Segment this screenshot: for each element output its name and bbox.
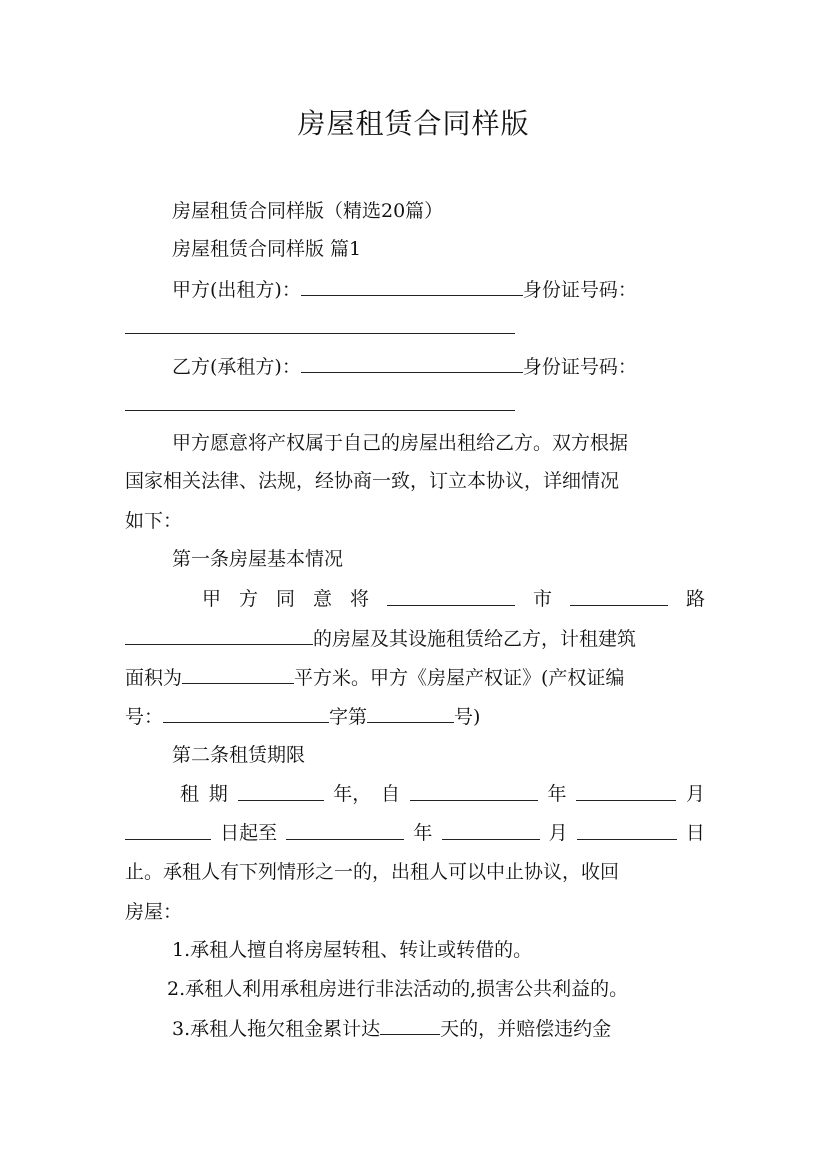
item-1: 1.承租人擅自将房屋转租、转让或转借的。 [172,939,533,961]
start-year-blank [410,778,538,801]
article-1-text: 平方米。甲方《房屋产权证》(产权证编 [294,667,625,689]
cert-number-blank [367,700,454,723]
article-2-char: 期 [208,783,228,805]
address-blank [125,622,313,645]
city-blank [387,583,515,606]
party-a-name-blank [301,273,523,296]
item-3-text: 天的，并赔偿违约金 [440,1018,612,1040]
article-2-text: 月 [548,822,568,844]
item-2: 2.承租人利用承租房进行非法活动的,损害公共利益的。 [167,978,629,1000]
intro-line-2: 国家相关法律、法规，经协商一致，订立本协议，详细情况 [125,470,620,492]
article-2-char: 年 [547,783,567,805]
start-month-blank [576,778,676,801]
article-2-text: 年 [413,822,433,844]
article-1-line-3 [125,661,705,694]
party-a-line [172,273,705,306]
party-b-line [172,350,705,383]
party-b-name-blank [301,350,523,373]
article-1-line-1 [202,583,705,615]
article-2-char: 年， [333,783,372,805]
start-day-blank [125,817,211,840]
article-2-text: 日起至 [220,822,278,844]
article-2-heading: 第二条租赁期限 [172,744,306,766]
road-label: 路 [685,588,705,610]
cert-number-label: 号： [125,706,164,728]
document-title: 房屋租赁合同样版 [297,107,530,140]
cert-end-label: 号) [454,706,481,728]
area-blank [182,661,294,684]
document-subtitle: 房屋租赁合同样版（精选20篇） [172,200,444,222]
article-2-line-4: 房屋： [125,901,183,923]
article-2-char: 租 [180,783,200,805]
end-month-blank [442,817,540,840]
article-2-line-2 [125,817,705,849]
article-2-char: 自 [380,783,400,805]
end-day-blank [577,817,677,840]
party-b-id-label: 身份证号码： [522,356,637,378]
article-1-char: 甲 [202,588,222,610]
end-year-blank [286,817,404,840]
article-2-line-1 [180,778,705,810]
road-blank [570,583,668,606]
article-1-line-2 [125,622,705,655]
article-1-line-4 [125,700,705,733]
article-1-char: 将 [350,588,370,610]
item-3 [172,1012,705,1045]
article-2-text: 日 [685,822,705,844]
party-b-id-blank [125,410,515,411]
overdue-days-blank [380,1012,440,1035]
article-1-char: 同 [276,588,296,610]
article-2-line-3: 止。承租人有下列情形之一的，出租人可以中止协议，收回 [125,861,620,883]
party-b-label: 乙方(承租方)： [172,356,301,378]
article-1-char: 意 [313,588,333,610]
section-heading: 房屋租赁合同样版 篇1 [172,238,362,260]
cert-mid-label: 字第 [329,706,368,728]
article-1-text: 的房屋及其设施租赁给乙方，计租建筑 [313,628,637,650]
article-1-char: 方 [239,588,259,610]
article-2-char: 月 [685,783,705,805]
party-a-id-blank [125,333,515,334]
cert-prefix-blank [163,700,329,723]
city-label: 市 [532,588,552,610]
article-1-heading: 第一条房屋基本情况 [172,548,344,570]
term-years-blank [238,778,324,801]
intro-line-3: 如下： [125,510,183,532]
area-label: 面积为 [125,667,183,689]
item-3-text: 3.承租人拖欠租金累计达 [172,1018,381,1040]
intro-line-1: 甲方愿意将产权属于自己的房屋出租给乙方。双方根据 [172,432,629,454]
party-a-label: 甲方(出租方)： [172,279,301,301]
party-a-id-label: 身份证号码： [522,279,637,301]
